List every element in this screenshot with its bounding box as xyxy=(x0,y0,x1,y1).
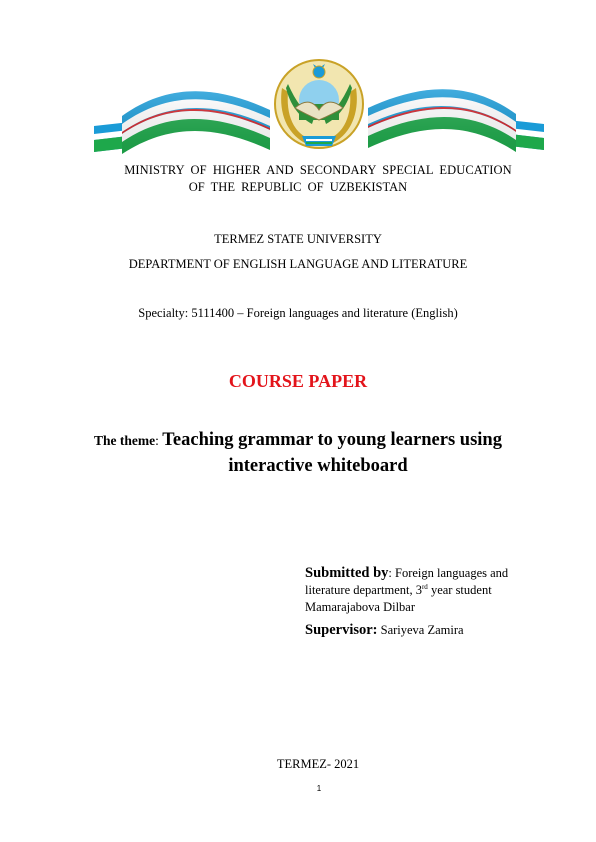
theme-title-line-2: interactive whiteboard xyxy=(228,456,408,476)
supervisor-label: Supervisor: xyxy=(305,622,378,638)
student-name: Mamarajabova Dilbar xyxy=(305,600,416,614)
ministry-line-1: MINISTRY OF HIGHER AND SECONDARY SPECIAL EDUCATION xyxy=(124,163,512,177)
theme-title-line-1: Teaching grammar to young learners using xyxy=(162,430,502,450)
emblem-banner xyxy=(92,58,546,154)
uzbekistan-emblem-icon xyxy=(92,58,546,154)
university-name: TERMEZ STATE UNIVERSITY xyxy=(214,232,382,246)
ministry-line-2: OF THE REPUBLIC OF UZBEKISTAN xyxy=(188,180,408,194)
flag-ribbon-icon xyxy=(94,91,270,154)
supervisor-name: Sariyeva Zamira xyxy=(377,623,464,637)
city-year: TERMEZ- 2021 xyxy=(276,757,360,771)
submitted-by-text-cont: year student xyxy=(427,583,492,597)
department-name: DEPARTMENT OF ENGLISH LANGUAGE AND LITERATURE xyxy=(128,257,468,271)
theme-label: The theme xyxy=(94,433,156,448)
submitted-by-text: : Foreign languages and literature department, 3 xyxy=(305,566,509,597)
specialty-line: Specialty: 5111400 – Foreign languages and literature (English) xyxy=(138,306,458,320)
course-paper-heading: COURSE PAPER xyxy=(228,371,368,391)
submitted-by-label: Submitted by xyxy=(305,565,389,581)
page-number: 1 xyxy=(316,784,322,793)
submitted-by-block xyxy=(305,565,555,616)
supervisor-block xyxy=(305,622,555,639)
ordinal-suffix: rd xyxy=(421,583,428,591)
theme-line-1 xyxy=(94,430,564,451)
flag-ribbon-icon xyxy=(368,89,544,152)
theme-separator: : xyxy=(155,433,163,448)
